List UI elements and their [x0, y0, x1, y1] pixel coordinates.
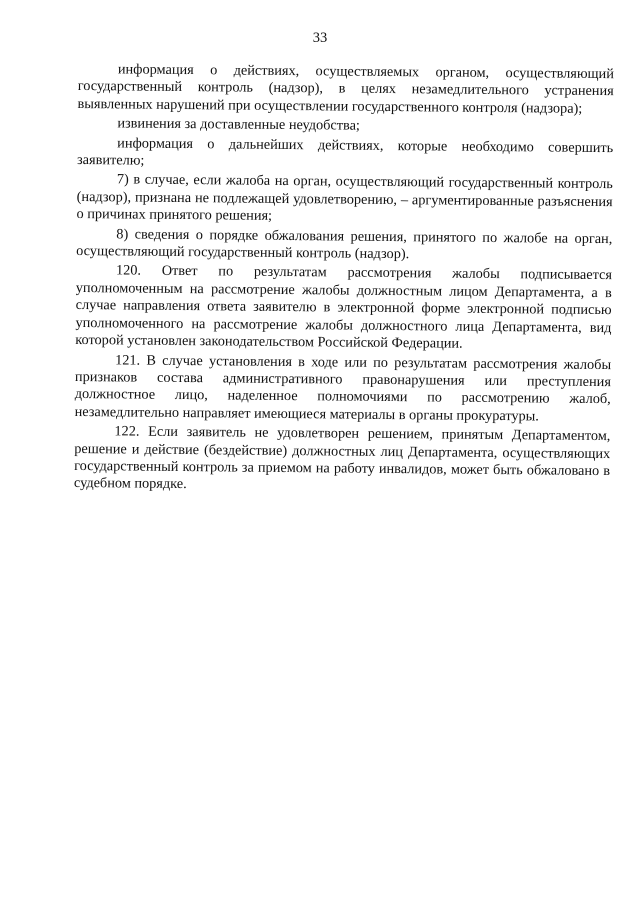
paragraph-item-7: 7) в случае, если жалоба на орган, осуществляющий государственный контроль (надзор), признана не подлежащей удовлетворению, – аргументированные разъяснения о причинах принятого решения;	[76, 171, 613, 225]
paragraph-further-actions: информация о дальнейших действиях, которые необходимо совершить заявителю;	[76, 135, 614, 169]
page-number: 33	[312, 30, 328, 46]
paragraph-action-info: информация о действиях, осуществляемых органом, осуществляющий государственный контроль (надзор), в целях незамедлительного устранения выявленных нарушений при осуществлении государственного контроля (надзора);	[77, 61, 614, 117]
paragraph-apologies: извинения за доставленные неудобства;	[117, 115, 361, 134]
paragraph-120: 120. Ответ по результатам рассмотрения жалобы подписывается уполномоченным на рассмотрение жалобы должностным лицом Департамента, а в случае направления ответа заявителю в электронной форме электронной подписью уполномоченного на рассмотрение жалобы должностного лица Департамента, вид которой установлен законодательством Российской Федерации.	[75, 262, 613, 352]
document-body	[74, 61, 614, 500]
paragraph-122: 122. Если заявитель не удовлетворен решением, принятым Департаментом, решение и действие (бездействие) должностных лиц Департамента, осуществляющих государственный контроль за приемом на работу инвалидов, может быть обжаловано в судебном порядке.	[73, 423, 611, 493]
paragraph-item-8: 8) сведения о порядке обжалования решения, принятого по жалобе на орган, осуществляющий государственный контроль (надзор).	[76, 226, 613, 263]
paragraph-121: 121. В случае установления в ходе или по результатам рассмотрения жалобы признаков состава административного правонарушения или преступления должностное лицо, наделенное полномочиями по рассмотрению жалоб, незамедлительно направляет имеющиеся материалы в органы прокуратуры.	[74, 351, 612, 425]
